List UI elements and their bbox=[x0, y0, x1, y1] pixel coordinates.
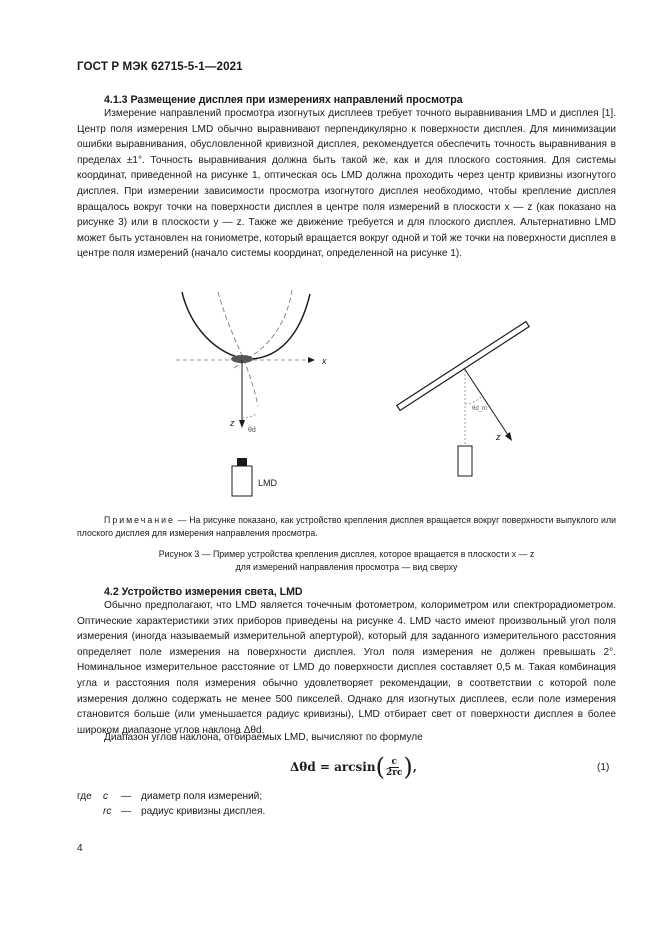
display-normal bbox=[464, 368, 510, 438]
document-header: ГОСТ Р МЭК 62715-5-1—2021 bbox=[77, 60, 243, 73]
formula-trail: , bbox=[412, 760, 417, 774]
where-dash-1: — bbox=[121, 791, 132, 802]
z-axis-label-left: z bbox=[230, 418, 235, 428]
where-symbol-rc: rc bbox=[103, 806, 112, 817]
where-text-c: диаметр поля измерений; bbox=[141, 791, 263, 802]
lmd-body-right bbox=[458, 446, 472, 476]
x-axis-arrow bbox=[308, 357, 315, 363]
where-row-1 bbox=[77, 791, 262, 802]
figure-3-diagram bbox=[160, 286, 530, 506]
section-title-4-1-3: 4.1.3 Размещение дисплея при измерениях направлений просмотра bbox=[104, 94, 463, 106]
section-4-2-paragraph2: Диапазон углов наклона, отбираемых LMD, вычисляют по формуле bbox=[104, 732, 423, 743]
rotated-display-arc bbox=[218, 292, 258, 406]
note-text: — На рисунке показано, как устройство крепления дисплея вращается вокруг поверхности выпуклого или плоского дисплея для измерения направления просмотра. bbox=[77, 515, 616, 538]
where-dash-2: — bbox=[121, 806, 132, 817]
section-4-2-paragraph1: Обычно предполагают, что LMD является точечным фотометром, колориметром или спектрорадиометром. Оптические характеристики этих приборов приведены на рисунке 4. LMD часто имеют произвольный угол поля измерения (иногда называемый измерительной апертурой), который для заданного измерительного расстояния определяет поле измерения на поверхности дисплея. Угол поля измерения не должен превышать 2°. Номинальное измерительное расстояние от LMD до поверхности дисплея составляет 0,5 м. Такая комбинация угла и расстояния поля измерения обычно удовлетворяет рекомендации, в соответствии с которой поле измерения должно содержать не менее 500 пикселей. Однако для изогнутых дисплеев, если поле измерения становится больше (или уменьшается радиус кривизны), LMD отбирает свет от поверхности дисплея в более широком диапазоне углов наклона Δθd. bbox=[77, 600, 616, 736]
note-label: Примечание bbox=[104, 515, 175, 525]
figure-caption-line2: для измерений направления просмотра — вид сверху bbox=[235, 562, 458, 572]
where-row-2 bbox=[77, 806, 265, 817]
theta-arc-left bbox=[242, 414, 256, 418]
formula-denominator: 2rc bbox=[385, 767, 403, 778]
display-normal-arrow bbox=[505, 432, 512, 441]
formula-fraction bbox=[386, 757, 402, 778]
lmd-label: LMD bbox=[258, 478, 278, 488]
where-text-rc: радиус кривизны дисплея. bbox=[141, 806, 266, 817]
figure-note bbox=[77, 514, 616, 540]
formula-number: (1) bbox=[597, 762, 610, 773]
where-lead: где bbox=[77, 791, 92, 802]
curved-display-arc bbox=[182, 292, 310, 359]
z-axis-arrow bbox=[239, 420, 245, 428]
section-4-1-3-paragraph: Измерение направлений просмотра изогнутых дисплеев требует точного выравнивания LMD и дисплея [1]. Центр поля измерения LMD обычно выравнивают перпендикулярно к поверхности дисплея. Для минимизации ошибки выравнивания, обусловленной кривизной дисплея, рекомендуется обеспечить точность выравнивания в пределах ±1°. Точность выравнивания должна быть такой же, как и для плоского состояния. Для системы координат, приведенной на рисунке 1, оптическая ось LMD должна проходить через центр кривизны изогнутого дисплея. При измерении зависимости просмотра изогнутого дисплея необходимо, чтобы крепление дисплея вращалось вокруг точки на поверхности дисплея в центре поля измерений в плоскости x — z (как показано на рисунке 3) или в плоскости y — z. Также же движение требуется и для плоского дисплея. Альтернативно LMD может быть установлен на гониометре, который вращается вокруг одной и той же точки на поверхности дисплея в центре поля измерений (начало системы координат, определенной на рисунке 1). bbox=[77, 108, 616, 260]
page-number: 4 bbox=[77, 843, 83, 854]
z-axis-label-right: z bbox=[496, 432, 501, 442]
section-title-4-2: 4.2 Устройство измерения света, LMD bbox=[104, 586, 303, 598]
lmd-body bbox=[232, 466, 252, 496]
lmd-lens bbox=[237, 458, 247, 466]
theta-label-left: θd bbox=[248, 427, 256, 434]
theta-arc-right bbox=[465, 396, 482, 404]
flat-display bbox=[397, 322, 529, 411]
where-symbol-c: c bbox=[103, 791, 109, 802]
theta-label-right: θd_m bbox=[472, 406, 488, 412]
formula-lhs: Δθd = arcsin bbox=[290, 760, 376, 774]
figure-caption-line1: Рисунок 3 — Пример устройства крепления дисплея, которое вращается в плоскости x — z bbox=[158, 549, 535, 559]
x-axis-label: x bbox=[322, 356, 327, 366]
formula-1: Δθd = arcsin ( $\frac{c}{2rc}$ ) , bbox=[290, 753, 417, 781]
formula-numerator: c bbox=[391, 756, 397, 767]
